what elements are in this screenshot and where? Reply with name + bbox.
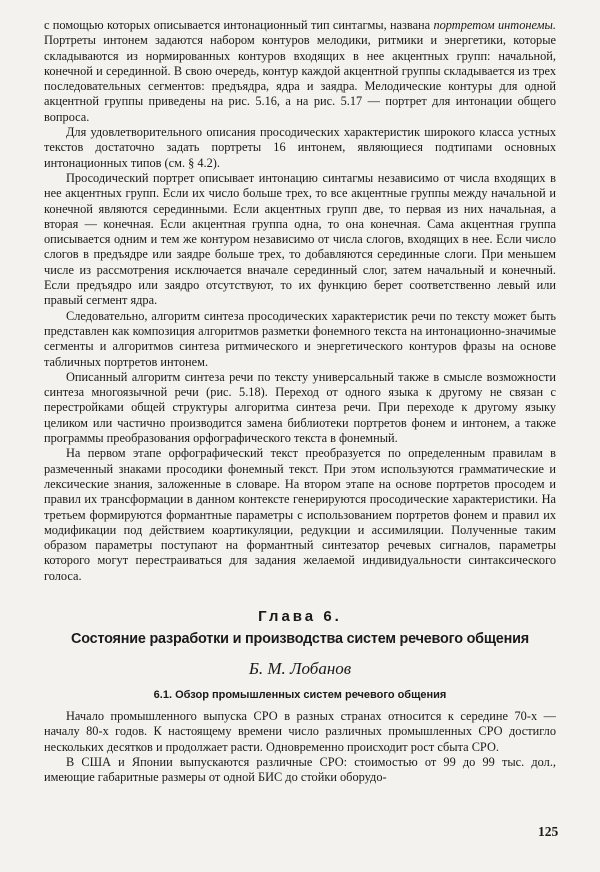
chapter-title: Состояние разработки и производства систем речевого общения — [71, 630, 529, 647]
page-number: 125 — [538, 824, 559, 839]
section-heading: 6.1. Обзор промышленных систем речевого общения — [153, 688, 447, 701]
body-paragraph: Просодический портрет описывает интонацию синтагмы независимо от числа входящих в нее акцентных групп. Если их число больше трех, то все акцентные группы между начальной и конечной являются серединными. Если акцентных групп две, то первая из них начальная, а вторая — конечная. Если акцентная группа одна, то она конечная. Сама акцентная группа описывается одним и тем же контуром независимо от числа слогов, входящих в нее. Если число слогов в предъядре или заядре больше трех, то добавляются серединные слоги. При меньшем числе из рассмотрения исключается вначале серединный слог, затем начальный и конечный. Если предъядро или заядро отсутствуют, то их функцию берет соответственно левый или правый сегмент ядра. — [44, 170, 556, 308]
paragraph-text: с помощью которых описывается интонационный тип синтагмы, названа — [44, 18, 434, 32]
italic-term: портретом интонемы. — [433, 18, 556, 32]
body-paragraph — [44, 18, 556, 125]
body-paragraph: Описанный алгоритм синтеза речи по тексту универсальный также в смысле возможности синтеза многоязычной речи (рис. 5.18). Переход от одного языка к другому не связан с перестройками общей структуры алгоритма синтеза речи. При переходе к другому языку целиком или частично производится замена библиотеки портретов фонем и интонем, а также программы преобразования орфографического текста в фонемный. — [44, 369, 556, 446]
chapter-author: Б. М. Лобанов — [248, 658, 352, 678]
body-paragraph: В США и Японии выпускаются различные СРО: стоимостью от 99 до 99 тыс. дол., имеющие габаритные размеры от одной БИС до стойки оборудо- — [44, 754, 556, 785]
body-paragraph: На первом этапе орфографический текст преобразуется по определенным правилам в размеченный знаками просодики фонемный текст. При этом используются грамматические и лексические знания, заложенные в словаре. На втором этапе на основе портретов просодем и правил их трансформации в данном контексте генерируются просодические характеристики. На третьем формируются формантные параметры с использованием портретов фонем и правил их модификации под действием коартикуляции, редукции и ассимиляции. Полученные таким образом параметры поступают на формантный синтезатор речевых сигналов, параметры которого могут перестраиваться для задания желаемой индивидуальности синтаксического голоса. — [44, 446, 556, 583]
chapter-label: Глава 6. — [258, 607, 342, 625]
paragraph-text: Портреты интонем задаются набором контуров мелодики, ритмики и энергетики, которые складываются из нормированных контуров входящих в нее акцентных групп: начальной, конечной и серединной. В свою очередь, контур каждой акцентной группы складывается из трех последовательных сегментов: предъядра, ядра и заядра. Мелодические контуры для одной акцентной группы приведены на рис. 5.16, а на рис. 5.17 — портрет для интонации общего вопроса. — [44, 33, 556, 124]
book-page — [44, 18, 556, 785]
body-paragraph: Для удовлетворительного описания просодических характеристик широкого класса устных текстов достаточно задать портреты 16 интонем, являющиеся подтипами основных интонационных типов (см. § 4.2). — [44, 125, 556, 170]
body-paragraph: Начало промышленного выпуска СРО в разных странах относится к середине 70-х — началу 80-х годов. К настоящему времени число различных промышленных СРО достигло нескольких десятков и продолжает расти. Одновременно происходит рост сбыта СРО. — [44, 708, 556, 754]
body-paragraph: Следовательно, алгоритм синтеза просодических характеристик речи по тексту может быть представлен как композиция алгоритмов разметки фонемного текста на интонационно-значимые сегменты и алгоритмов синтеза ритмического и энергетического контуров фразы на основе табличных портретов интонем. — [44, 308, 556, 369]
